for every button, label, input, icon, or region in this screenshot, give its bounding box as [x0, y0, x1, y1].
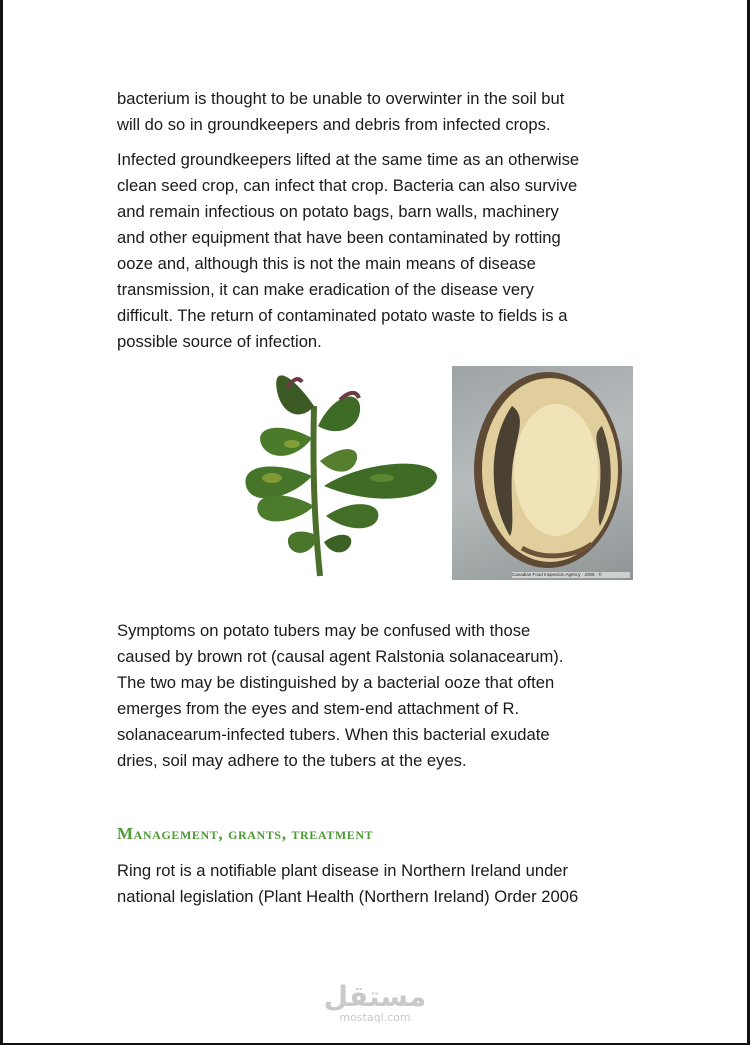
leaf-icon	[232, 366, 440, 580]
watermark-arabic: مستقل	[323, 980, 427, 1013]
text-line: national legislation (Plant Health (Northern Ireland) Order 2006	[117, 887, 579, 906]
text-line: Symptoms on potato tubers may be confused with those	[117, 621, 531, 640]
watermark-logo	[0, 982, 750, 1024]
paragraph-symptoms	[117, 618, 642, 774]
watermark-latin: mostaql.com	[339, 1011, 411, 1024]
paragraph-groundkeepers	[117, 147, 642, 355]
text-line: and remain infectious on potato bags, barn walls, machinery	[117, 202, 559, 221]
text-line: The two may be distinguished by a bacterial ooze that often	[117, 673, 555, 692]
text-line: solanacearum-infected tubers. When this bacterial exudate	[117, 725, 550, 744]
paragraph-notifiable	[117, 858, 642, 910]
text-line: bacterium is thought to be unable to overwinter in the soil but	[117, 89, 565, 108]
text-line: emerges from the eyes and stem-end attachment of R.	[117, 699, 520, 718]
text-line: Infected groundkeepers lifted at the same time as an otherwise	[117, 150, 580, 169]
paragraph-overwinter	[117, 86, 642, 138]
text-line: will do so in groundkeepers and debris from infected crops.	[117, 115, 551, 134]
text-line: dries, soil may adhere to the tubers at the eyes.	[117, 751, 467, 770]
image-credit: Canadian Food Inspection Agency · 2006 · ©	[512, 572, 630, 578]
text-line: difficult. The return of contaminated potato waste to fields is a	[117, 306, 568, 325]
potato-tuber-image	[452, 366, 633, 580]
text-line: caused by brown rot (causal agent Ralstonia solanacearum).	[117, 647, 564, 666]
text-line: transmission, it can make eradication of the disease very	[117, 280, 534, 299]
text-line: ooze and, although this is not the main means of disease	[117, 254, 536, 273]
section-heading: Management, grants, treatment	[117, 824, 374, 843]
text-line: and other equipment that have been contaminated by rotting	[117, 228, 561, 247]
text-line: clean seed crop, can infect that crop. Bacteria can also survive	[117, 176, 578, 195]
potato-leaf-image	[232, 366, 440, 580]
tuber-ring-rot-icon	[452, 366, 633, 580]
text-line: possible source of infection.	[117, 332, 322, 351]
text-line: Ring rot is a notifiable plant disease in Northern Ireland under	[117, 861, 569, 880]
